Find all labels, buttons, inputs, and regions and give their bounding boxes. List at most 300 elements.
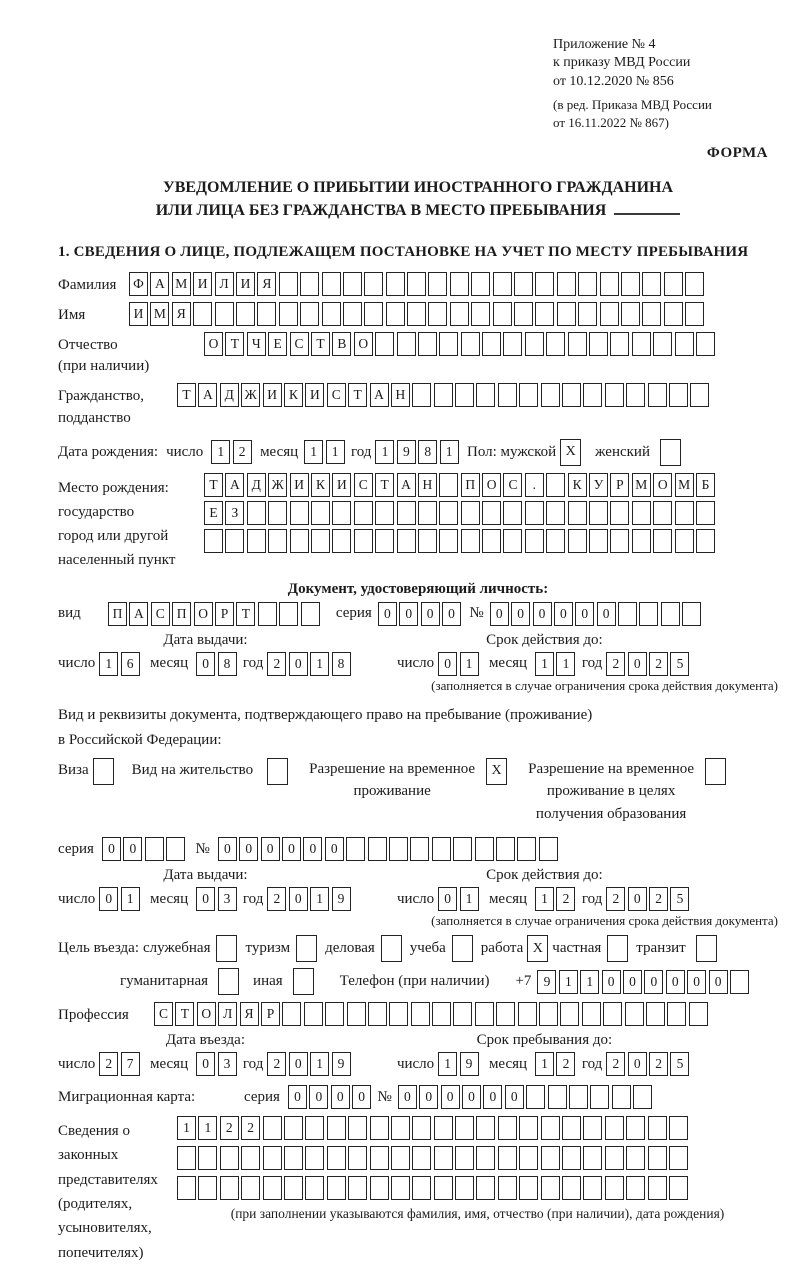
char-cell[interactable]: П bbox=[108, 602, 127, 626]
char-cell[interactable] bbox=[236, 302, 255, 326]
char-cell[interactable] bbox=[375, 501, 394, 525]
char-cell[interactable]: 5 bbox=[670, 887, 689, 911]
char-cell[interactable] bbox=[434, 1176, 453, 1200]
purpose-humanitarian-checkbox[interactable] bbox=[218, 968, 239, 995]
char-cell[interactable] bbox=[496, 837, 515, 861]
char-cell[interactable] bbox=[453, 1002, 472, 1026]
char-cell[interactable]: 0 bbox=[261, 837, 280, 861]
char-cell[interactable]: Д bbox=[220, 383, 239, 407]
char-cell[interactable] bbox=[282, 1002, 301, 1026]
purpose-business-checkbox[interactable] bbox=[381, 935, 402, 962]
char-cell[interactable] bbox=[525, 501, 544, 525]
char-cell[interactable] bbox=[241, 1146, 260, 1170]
char-cell[interactable]: 9 bbox=[332, 887, 351, 911]
char-cell[interactable]: А bbox=[198, 383, 217, 407]
char-cell[interactable]: 0 bbox=[575, 602, 594, 626]
char-cell[interactable]: О bbox=[204, 332, 223, 356]
char-cell[interactable] bbox=[368, 837, 387, 861]
char-cell[interactable]: О bbox=[482, 473, 501, 497]
char-cell[interactable]: С bbox=[503, 473, 522, 497]
char-cell[interactable]: 0 bbox=[554, 602, 573, 626]
char-cell[interactable] bbox=[560, 1002, 579, 1026]
char-cell[interactable] bbox=[368, 1002, 387, 1026]
char-cell[interactable] bbox=[475, 837, 494, 861]
char-cell[interactable]: 1 bbox=[535, 652, 554, 676]
char-cell[interactable] bbox=[541, 1146, 560, 1170]
char-cell[interactable] bbox=[327, 1116, 346, 1140]
char-cell[interactable] bbox=[461, 501, 480, 525]
char-cell[interactable] bbox=[667, 1002, 686, 1026]
char-cell[interactable]: И bbox=[236, 272, 255, 296]
char-cell[interactable]: М bbox=[632, 473, 651, 497]
char-cell[interactable]: 0 bbox=[289, 1052, 308, 1076]
char-cell[interactable] bbox=[386, 272, 405, 296]
char-cell[interactable] bbox=[648, 1116, 667, 1140]
char-cell[interactable]: 9 bbox=[460, 1052, 479, 1076]
char-cell[interactable]: Р bbox=[610, 473, 629, 497]
char-cell[interactable]: Ж bbox=[241, 383, 260, 407]
char-cell[interactable]: Т bbox=[175, 1002, 194, 1026]
char-cell[interactable] bbox=[493, 302, 512, 326]
char-cell[interactable]: М bbox=[172, 272, 191, 296]
char-cell[interactable]: 1 bbox=[580, 970, 599, 994]
char-cell[interactable]: 2 bbox=[99, 1052, 118, 1076]
char-cell[interactable]: 5 bbox=[670, 652, 689, 676]
char-cell[interactable] bbox=[642, 302, 661, 326]
char-cell[interactable]: М bbox=[150, 302, 169, 326]
char-cell[interactable] bbox=[268, 529, 287, 553]
char-cell[interactable]: 0 bbox=[289, 652, 308, 676]
char-cell[interactable] bbox=[204, 529, 223, 553]
char-cell[interactable] bbox=[653, 501, 672, 525]
char-cell[interactable]: 0 bbox=[438, 887, 457, 911]
char-cell[interactable]: 0 bbox=[687, 970, 706, 994]
char-cell[interactable] bbox=[263, 1146, 282, 1170]
char-cell[interactable] bbox=[327, 1176, 346, 1200]
char-cell[interactable] bbox=[166, 837, 185, 861]
char-cell[interactable] bbox=[548, 1085, 567, 1109]
char-cell[interactable] bbox=[583, 1116, 602, 1140]
char-cell[interactable] bbox=[304, 1002, 323, 1026]
char-cell[interactable]: 2 bbox=[556, 1052, 575, 1076]
char-cell[interactable]: 0 bbox=[505, 1085, 524, 1109]
char-cell[interactable] bbox=[610, 501, 629, 525]
char-cell[interactable] bbox=[263, 1116, 282, 1140]
char-cell[interactable] bbox=[476, 383, 495, 407]
char-cell[interactable]: 9 bbox=[397, 440, 416, 464]
char-cell[interactable] bbox=[557, 272, 576, 296]
purpose-transit-checkbox[interactable] bbox=[696, 935, 717, 962]
char-cell[interactable]: 0 bbox=[303, 837, 322, 861]
char-cell[interactable] bbox=[407, 272, 426, 296]
char-cell[interactable] bbox=[605, 1146, 624, 1170]
char-cell[interactable]: П bbox=[461, 473, 480, 497]
char-cell[interactable]: 0 bbox=[644, 970, 663, 994]
char-cell[interactable]: 3 bbox=[218, 887, 237, 911]
char-cell[interactable] bbox=[279, 272, 298, 296]
char-cell[interactable] bbox=[633, 1085, 652, 1109]
char-cell[interactable] bbox=[311, 529, 330, 553]
char-cell[interactable]: 0 bbox=[419, 1085, 438, 1109]
char-cell[interactable] bbox=[675, 529, 694, 553]
char-cell[interactable] bbox=[562, 1176, 581, 1200]
char-cell[interactable] bbox=[514, 272, 533, 296]
char-cell[interactable]: Т bbox=[236, 602, 255, 626]
char-cell[interactable]: Ч bbox=[247, 332, 266, 356]
char-cell[interactable]: Т bbox=[204, 473, 223, 497]
char-cell[interactable]: 1 bbox=[460, 652, 479, 676]
char-cell[interactable] bbox=[268, 501, 287, 525]
char-cell[interactable]: С bbox=[154, 1002, 173, 1026]
char-cell[interactable]: 0 bbox=[282, 837, 301, 861]
char-cell[interactable] bbox=[258, 602, 277, 626]
char-cell[interactable] bbox=[648, 1146, 667, 1170]
char-cell[interactable] bbox=[354, 501, 373, 525]
char-cell[interactable] bbox=[247, 529, 266, 553]
char-cell[interactable]: 1 bbox=[535, 887, 554, 911]
char-cell[interactable] bbox=[557, 302, 576, 326]
char-cell[interactable] bbox=[322, 272, 341, 296]
char-cell[interactable]: 2 bbox=[241, 1116, 260, 1140]
char-cell[interactable]: С bbox=[151, 602, 170, 626]
char-cell[interactable] bbox=[418, 501, 437, 525]
char-cell[interactable]: 0 bbox=[289, 887, 308, 911]
char-cell[interactable] bbox=[412, 1146, 431, 1170]
char-cell[interactable] bbox=[669, 1176, 688, 1200]
purpose-tourism-checkbox[interactable] bbox=[296, 935, 317, 962]
char-cell[interactable] bbox=[386, 302, 405, 326]
char-cell[interactable]: 8 bbox=[418, 440, 437, 464]
char-cell[interactable] bbox=[220, 1146, 239, 1170]
char-cell[interactable]: О bbox=[197, 1002, 216, 1026]
char-cell[interactable]: И bbox=[193, 272, 212, 296]
char-cell[interactable] bbox=[428, 272, 447, 296]
char-cell[interactable] bbox=[348, 1176, 367, 1200]
char-cell[interactable] bbox=[541, 383, 560, 407]
char-cell[interactable] bbox=[418, 529, 437, 553]
char-cell[interactable]: 7 bbox=[121, 1052, 140, 1076]
char-cell[interactable]: Е bbox=[204, 501, 223, 525]
char-cell[interactable]: Т bbox=[177, 383, 196, 407]
char-cell[interactable] bbox=[432, 1002, 451, 1026]
temp-residence-edu-checkbox[interactable] bbox=[705, 758, 726, 785]
char-cell[interactable] bbox=[397, 332, 416, 356]
char-cell[interactable]: С bbox=[327, 383, 346, 407]
char-cell[interactable] bbox=[610, 332, 629, 356]
char-cell[interactable]: 2 bbox=[220, 1116, 239, 1140]
char-cell[interactable] bbox=[412, 1116, 431, 1140]
char-cell[interactable] bbox=[669, 1146, 688, 1170]
char-cell[interactable] bbox=[498, 1176, 517, 1200]
char-cell[interactable] bbox=[621, 272, 640, 296]
char-cell[interactable]: 0 bbox=[602, 970, 621, 994]
char-cell[interactable]: 1 bbox=[121, 887, 140, 911]
char-cell[interactable]: 0 bbox=[398, 1085, 417, 1109]
char-cell[interactable] bbox=[664, 302, 683, 326]
char-cell[interactable] bbox=[455, 1146, 474, 1170]
char-cell[interactable]: О bbox=[354, 332, 373, 356]
char-cell[interactable]: С bbox=[354, 473, 373, 497]
char-cell[interactable] bbox=[257, 302, 276, 326]
char-cell[interactable] bbox=[327, 1146, 346, 1170]
char-cell[interactable]: 0 bbox=[623, 970, 642, 994]
char-cell[interactable] bbox=[455, 1176, 474, 1200]
char-cell[interactable]: 1 bbox=[440, 440, 459, 464]
char-cell[interactable]: И bbox=[305, 383, 324, 407]
char-cell[interactable] bbox=[696, 501, 715, 525]
char-cell[interactable]: Л bbox=[215, 272, 234, 296]
char-cell[interactable] bbox=[582, 1002, 601, 1026]
char-cell[interactable] bbox=[220, 1176, 239, 1200]
char-cell[interactable] bbox=[439, 529, 458, 553]
char-cell[interactable] bbox=[455, 383, 474, 407]
char-cell[interactable] bbox=[300, 302, 319, 326]
char-cell[interactable]: 1 bbox=[304, 440, 323, 464]
char-cell[interactable]: 0 bbox=[709, 970, 728, 994]
char-cell[interactable]: В bbox=[332, 332, 351, 356]
char-cell[interactable] bbox=[412, 383, 431, 407]
char-cell[interactable]: 0 bbox=[438, 652, 457, 676]
char-cell[interactable] bbox=[279, 302, 298, 326]
char-cell[interactable]: 0 bbox=[511, 602, 530, 626]
char-cell[interactable] bbox=[482, 529, 501, 553]
char-cell[interactable]: 0 bbox=[628, 887, 647, 911]
char-cell[interactable]: 0 bbox=[325, 837, 344, 861]
char-cell[interactable] bbox=[284, 1146, 303, 1170]
char-cell[interactable] bbox=[364, 302, 383, 326]
char-cell[interactable] bbox=[391, 1146, 410, 1170]
char-cell[interactable] bbox=[514, 302, 533, 326]
char-cell[interactable] bbox=[568, 501, 587, 525]
female-checkbox[interactable] bbox=[660, 439, 681, 466]
char-cell[interactable]: 1 bbox=[99, 652, 118, 676]
char-cell[interactable] bbox=[518, 1002, 537, 1026]
char-cell[interactable] bbox=[541, 1116, 560, 1140]
char-cell[interactable]: 9 bbox=[332, 1052, 351, 1076]
char-cell[interactable] bbox=[568, 529, 587, 553]
char-cell[interactable]: 0 bbox=[196, 652, 215, 676]
char-cell[interactable]: 0 bbox=[123, 837, 142, 861]
char-cell[interactable]: 0 bbox=[196, 887, 215, 911]
char-cell[interactable] bbox=[661, 602, 680, 626]
char-cell[interactable] bbox=[432, 837, 451, 861]
char-cell[interactable]: И bbox=[263, 383, 282, 407]
char-cell[interactable]: 0 bbox=[196, 1052, 215, 1076]
char-cell[interactable] bbox=[621, 302, 640, 326]
char-cell[interactable]: Л bbox=[218, 1002, 237, 1026]
char-cell[interactable] bbox=[241, 1176, 260, 1200]
char-cell[interactable] bbox=[610, 529, 629, 553]
char-cell[interactable] bbox=[325, 1002, 344, 1026]
char-cell[interactable] bbox=[290, 529, 309, 553]
char-cell[interactable]: К bbox=[568, 473, 587, 497]
char-cell[interactable] bbox=[503, 529, 522, 553]
char-cell[interactable] bbox=[589, 529, 608, 553]
char-cell[interactable]: 1 bbox=[556, 652, 575, 676]
char-cell[interactable] bbox=[332, 501, 351, 525]
char-cell[interactable] bbox=[496, 1002, 515, 1026]
char-cell[interactable] bbox=[664, 272, 683, 296]
char-cell[interactable]: Т bbox=[375, 473, 394, 497]
char-cell[interactable] bbox=[375, 529, 394, 553]
char-cell[interactable] bbox=[590, 1085, 609, 1109]
char-cell[interactable]: 2 bbox=[267, 652, 286, 676]
char-cell[interactable] bbox=[569, 1085, 588, 1109]
char-cell[interactable] bbox=[519, 383, 538, 407]
char-cell[interactable] bbox=[639, 602, 658, 626]
char-cell[interactable] bbox=[632, 529, 651, 553]
char-cell[interactable] bbox=[685, 302, 704, 326]
char-cell[interactable]: 0 bbox=[628, 652, 647, 676]
char-cell[interactable] bbox=[305, 1116, 324, 1140]
char-cell[interactable]: 6 bbox=[121, 652, 140, 676]
char-cell[interactable] bbox=[498, 1116, 517, 1140]
char-cell[interactable] bbox=[389, 1002, 408, 1026]
char-cell[interactable]: 0 bbox=[597, 602, 616, 626]
char-cell[interactable] bbox=[375, 332, 394, 356]
char-cell[interactable] bbox=[434, 383, 453, 407]
char-cell[interactable]: Ж bbox=[268, 473, 287, 497]
char-cell[interactable] bbox=[475, 1002, 494, 1026]
char-cell[interactable] bbox=[730, 970, 749, 994]
char-cell[interactable]: П bbox=[172, 602, 191, 626]
char-cell[interactable] bbox=[690, 383, 709, 407]
char-cell[interactable] bbox=[215, 302, 234, 326]
char-cell[interactable]: 0 bbox=[442, 602, 461, 626]
char-cell[interactable] bbox=[263, 1176, 282, 1200]
char-cell[interactable]: 0 bbox=[218, 837, 237, 861]
char-cell[interactable] bbox=[519, 1146, 538, 1170]
char-cell[interactable] bbox=[605, 1176, 624, 1200]
char-cell[interactable] bbox=[589, 332, 608, 356]
char-cell[interactable]: И bbox=[129, 302, 148, 326]
char-cell[interactable]: 1 bbox=[375, 440, 394, 464]
char-cell[interactable] bbox=[696, 529, 715, 553]
char-cell[interactable] bbox=[603, 1002, 622, 1026]
char-cell[interactable]: Я bbox=[172, 302, 191, 326]
char-cell[interactable] bbox=[539, 1002, 558, 1026]
char-cell[interactable]: А bbox=[225, 473, 244, 497]
char-cell[interactable] bbox=[519, 1176, 538, 1200]
char-cell[interactable] bbox=[348, 1116, 367, 1140]
char-cell[interactable] bbox=[370, 1146, 389, 1170]
char-cell[interactable]: 1 bbox=[310, 652, 329, 676]
char-cell[interactable]: 1 bbox=[460, 887, 479, 911]
char-cell[interactable] bbox=[600, 272, 619, 296]
char-cell[interactable] bbox=[696, 332, 715, 356]
char-cell[interactable]: Б bbox=[696, 473, 715, 497]
char-cell[interactable]: 1 bbox=[326, 440, 345, 464]
char-cell[interactable] bbox=[348, 1146, 367, 1170]
char-cell[interactable]: 0 bbox=[628, 1052, 647, 1076]
char-cell[interactable]: О bbox=[653, 473, 672, 497]
purpose-study-checkbox[interactable] bbox=[452, 935, 473, 962]
char-cell[interactable] bbox=[646, 1002, 665, 1026]
char-cell[interactable]: З bbox=[225, 501, 244, 525]
char-cell[interactable] bbox=[675, 501, 694, 525]
char-cell[interactable]: 2 bbox=[556, 887, 575, 911]
char-cell[interactable]: 2 bbox=[606, 887, 625, 911]
char-cell[interactable] bbox=[439, 501, 458, 525]
char-cell[interactable]: Я bbox=[257, 272, 276, 296]
char-cell[interactable]: 0 bbox=[352, 1085, 371, 1109]
char-cell[interactable] bbox=[397, 529, 416, 553]
char-cell[interactable] bbox=[434, 1146, 453, 1170]
char-cell[interactable]: Я bbox=[240, 1002, 259, 1026]
char-cell[interactable]: 2 bbox=[233, 440, 252, 464]
char-cell[interactable] bbox=[225, 529, 244, 553]
char-cell[interactable] bbox=[322, 302, 341, 326]
char-cell[interactable]: 0 bbox=[99, 887, 118, 911]
char-cell[interactable]: Д bbox=[247, 473, 266, 497]
char-cell[interactable] bbox=[412, 1176, 431, 1200]
char-cell[interactable] bbox=[498, 1146, 517, 1170]
char-cell[interactable]: 5 bbox=[670, 1052, 689, 1076]
temp-residence-checkbox[interactable]: X bbox=[486, 758, 507, 785]
char-cell[interactable] bbox=[568, 332, 587, 356]
char-cell[interactable]: 1 bbox=[535, 1052, 554, 1076]
char-cell[interactable]: И bbox=[332, 473, 351, 497]
char-cell[interactable] bbox=[600, 302, 619, 326]
char-cell[interactable] bbox=[428, 302, 447, 326]
char-cell[interactable] bbox=[300, 272, 319, 296]
char-cell[interactable]: . bbox=[525, 473, 544, 497]
char-cell[interactable]: А bbox=[129, 602, 148, 626]
char-cell[interactable] bbox=[605, 383, 624, 407]
char-cell[interactable] bbox=[346, 837, 365, 861]
char-cell[interactable] bbox=[682, 602, 701, 626]
char-cell[interactable] bbox=[311, 501, 330, 525]
char-cell[interactable]: К bbox=[284, 383, 303, 407]
char-cell[interactable] bbox=[343, 302, 362, 326]
residence-permit-checkbox[interactable] bbox=[267, 758, 288, 785]
char-cell[interactable] bbox=[648, 1176, 667, 1200]
char-cell[interactable] bbox=[648, 383, 667, 407]
char-cell[interactable] bbox=[391, 1116, 410, 1140]
char-cell[interactable] bbox=[434, 1116, 453, 1140]
char-cell[interactable] bbox=[145, 837, 164, 861]
visa-checkbox[interactable] bbox=[93, 758, 114, 785]
char-cell[interactable]: Т bbox=[348, 383, 367, 407]
char-cell[interactable] bbox=[546, 501, 565, 525]
char-cell[interactable] bbox=[493, 272, 512, 296]
char-cell[interactable]: И bbox=[290, 473, 309, 497]
char-cell[interactable] bbox=[546, 332, 565, 356]
char-cell[interactable] bbox=[290, 501, 309, 525]
char-cell[interactable] bbox=[284, 1176, 303, 1200]
char-cell[interactable] bbox=[407, 302, 426, 326]
char-cell[interactable] bbox=[539, 837, 558, 861]
char-cell[interactable]: Р bbox=[215, 602, 234, 626]
char-cell[interactable] bbox=[305, 1146, 324, 1170]
char-cell[interactable] bbox=[618, 602, 637, 626]
purpose-private-checkbox[interactable] bbox=[607, 935, 628, 962]
char-cell[interactable]: 1 bbox=[211, 440, 230, 464]
char-cell[interactable]: 0 bbox=[378, 602, 397, 626]
char-cell[interactable] bbox=[605, 1116, 624, 1140]
char-cell[interactable] bbox=[418, 332, 437, 356]
char-cell[interactable] bbox=[562, 1146, 581, 1170]
char-cell[interactable] bbox=[370, 1116, 389, 1140]
char-cell[interactable] bbox=[411, 1002, 430, 1026]
char-cell[interactable] bbox=[410, 837, 429, 861]
char-cell[interactable]: 2 bbox=[606, 652, 625, 676]
char-cell[interactable] bbox=[625, 1002, 644, 1026]
char-cell[interactable]: 0 bbox=[441, 1085, 460, 1109]
char-cell[interactable] bbox=[675, 332, 694, 356]
char-cell[interactable]: С bbox=[290, 332, 309, 356]
char-cell[interactable] bbox=[198, 1146, 217, 1170]
